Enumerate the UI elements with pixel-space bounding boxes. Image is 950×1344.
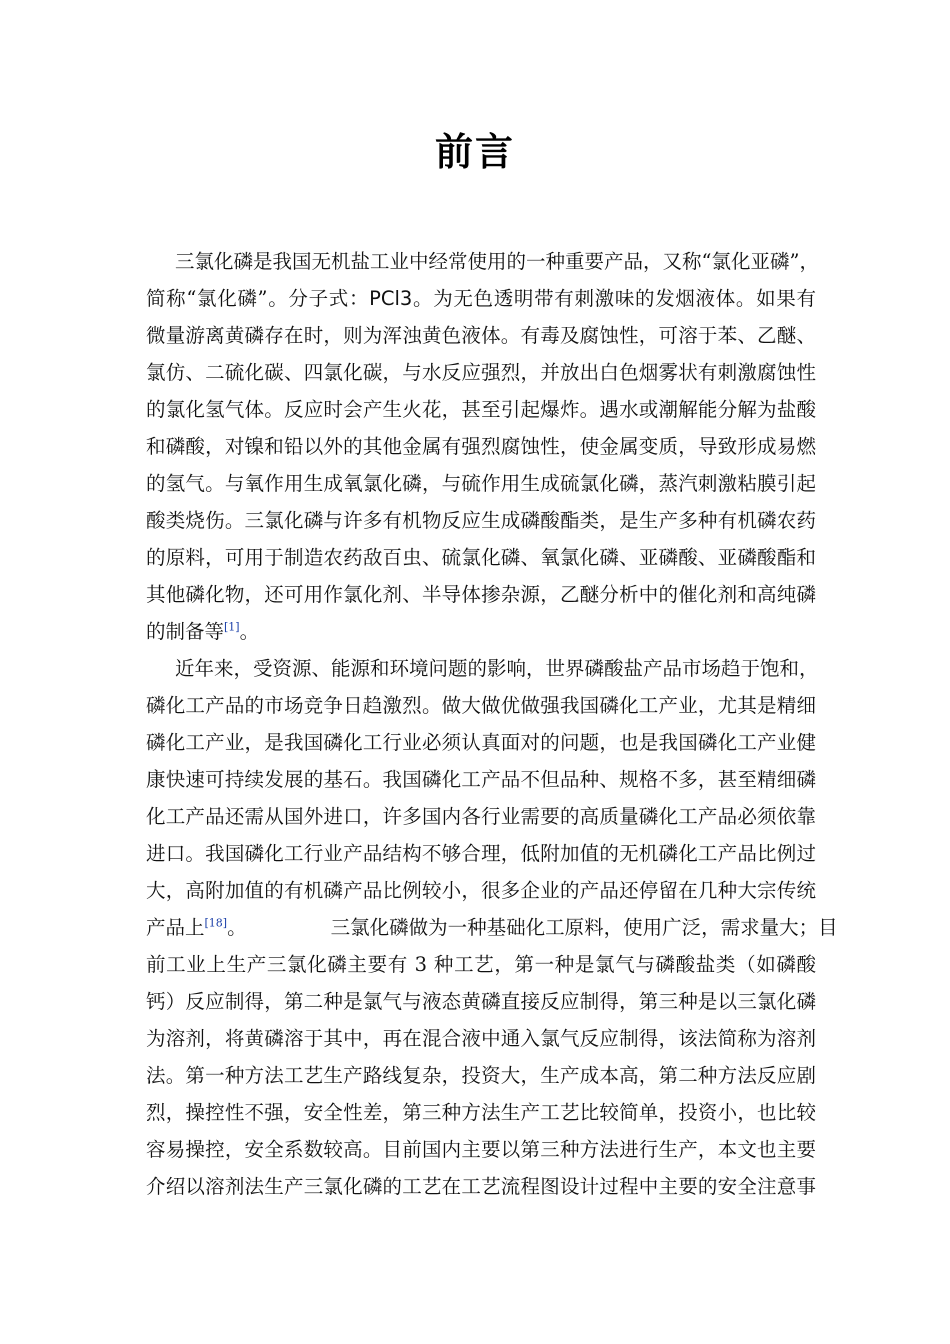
- paragraph-2-line-4: 康快速可持续发展的基石。我国磷化工产品不但品种、规格不多，甚至精细磷: [146, 768, 816, 791]
- paragraph-1-line-6: 和磷酸，对镍和铅以外的其他金属有强烈腐蚀性，使金属变质，导致形成易燃: [146, 435, 816, 458]
- paragraph-2-line-3: 磷化工产业，是我国磷化工行业必须认真面对的问题，也是我国磷化工产业健: [146, 731, 816, 754]
- paragraph-2-line-2: 磷化工产品的市场竞争日趋激烈。做大做优做强我国磷化工产业，尤其是精细: [146, 694, 816, 717]
- text-segment: 三氯化磷做为一种基础化工原料，使用广泛，需求量大；目: [330, 916, 838, 939]
- paragraph-2-line-14: 容易操控，安全系数较高。目前国内主要以第三种方法进行生产，本文也主要: [146, 1138, 816, 1161]
- paragraph-2-line-10: 钙）反应制得，第二种是氯气与液态黄磷直接反应制得，第三种是以三氯化磷: [146, 990, 816, 1013]
- paragraph-1-line-1: 三氯化磷是我国无机盐工业中经常使用的一种重要产品，又称“氯化亚磷”，: [175, 250, 819, 273]
- paragraph-1-line-10: 其他磷化物，还可用作氯化剂、半导体掺杂源，乙醚分析中的催化剂和高纯磷: [146, 583, 816, 606]
- text-segment: 简称“氯化磷”。分子式：: [146, 287, 370, 310]
- paragraph-1-line-11: [146, 613, 816, 650]
- paragraph-2-line-5: 化工产品还需从国外进口，许多国内各行业需要的高质量磷化工产品必须依靠: [146, 805, 816, 828]
- paragraph-2-line-11: 为溶剂，将黄磷溶于其中，再在混合液中通入氯气反应制得，该法简称为溶剂: [146, 1027, 816, 1050]
- paragraph-2-line-13: 烈，操控性不强，安全性差，第三种方法生产工艺比较简单，投资小，也比较: [146, 1101, 816, 1124]
- paragraph-2-line-9: 前工业上生产三氯化磷主要有 3 种工艺，第一种是氯气与磷酸盐类（如磷酸: [146, 953, 816, 976]
- citation-ref-18[interactable]: [18]: [204, 916, 228, 930]
- paragraph-1-line-9: 的原料，可用于制造农药敌百虫、硫氯化磷、氧氯化磷、亚磷酸、亚磷酸酯和: [146, 546, 816, 569]
- paragraph-1-line-4: 氯仿、二硫化碳、四氯化碳，与水反应强烈，并放出白色烟雾状有刺激腐蚀性: [146, 361, 816, 384]
- text-segment: 。: [239, 620, 260, 643]
- paragraph-2-line-1: 近年来，受资源、能源和环境问题的影响，世界磷酸盐产品市场趋于饱和，: [175, 657, 819, 680]
- chemical-formula: PCl3: [369, 287, 413, 310]
- paragraph-2-line-12: 法。第一种方法工艺生产路线复杂，投资大，生产成本高，第二种方法反应剧: [146, 1064, 816, 1087]
- paragraph-2-line-6: 进口。我国磷化工行业产品结构不够合理，低附加值的无机磷化工产品比例过: [146, 842, 816, 865]
- paragraph-2-line-7: 大，高附加值的有机磷产品比例较小，很多企业的产品还停留在几种大宗传统: [146, 879, 816, 902]
- paragraph-1-line-3: 微量游离黄磷存在时，则为浑浊黄色液体。有毒及腐蚀性，可溶于苯、乙醚、: [146, 324, 816, 347]
- page-title: 前言: [434, 130, 515, 174]
- text-segment: 。为无色透明带有刺激味的发烟液体。如果有: [412, 287, 816, 310]
- text-segment: 产品上: [146, 916, 205, 939]
- paragraph-1-line-7: 的氢气。与氧作用生成氧氯化磷，与硫作用生成硫氯化磷，蒸汽刺激粘膜引起: [146, 472, 816, 495]
- paragraph-1-line-2: [146, 280, 816, 317]
- text-segment: 的制备等: [146, 620, 225, 643]
- text-segment: 。: [227, 916, 247, 939]
- citation-ref-1[interactable]: [1]: [224, 620, 240, 634]
- paragraph-1-line-5: 的氯化氢气体。反应时会产生火花，甚至引起爆炸。遇水或潮解能分解为盐酸: [146, 398, 816, 421]
- paragraph-1-line-8: 酸类烧伤。三氯化磷与许多有机物反应生成磷酸酯类，是生产多种有机磷农药: [146, 509, 816, 532]
- body-text: [146, 243, 838, 1205]
- paragraph-2-line-15: 介绍以溶剂法生产三氯化磷的工艺在工艺流程图设计过程中主要的安全注意事: [146, 1175, 816, 1198]
- paragraph-2-line-8: [146, 909, 838, 946]
